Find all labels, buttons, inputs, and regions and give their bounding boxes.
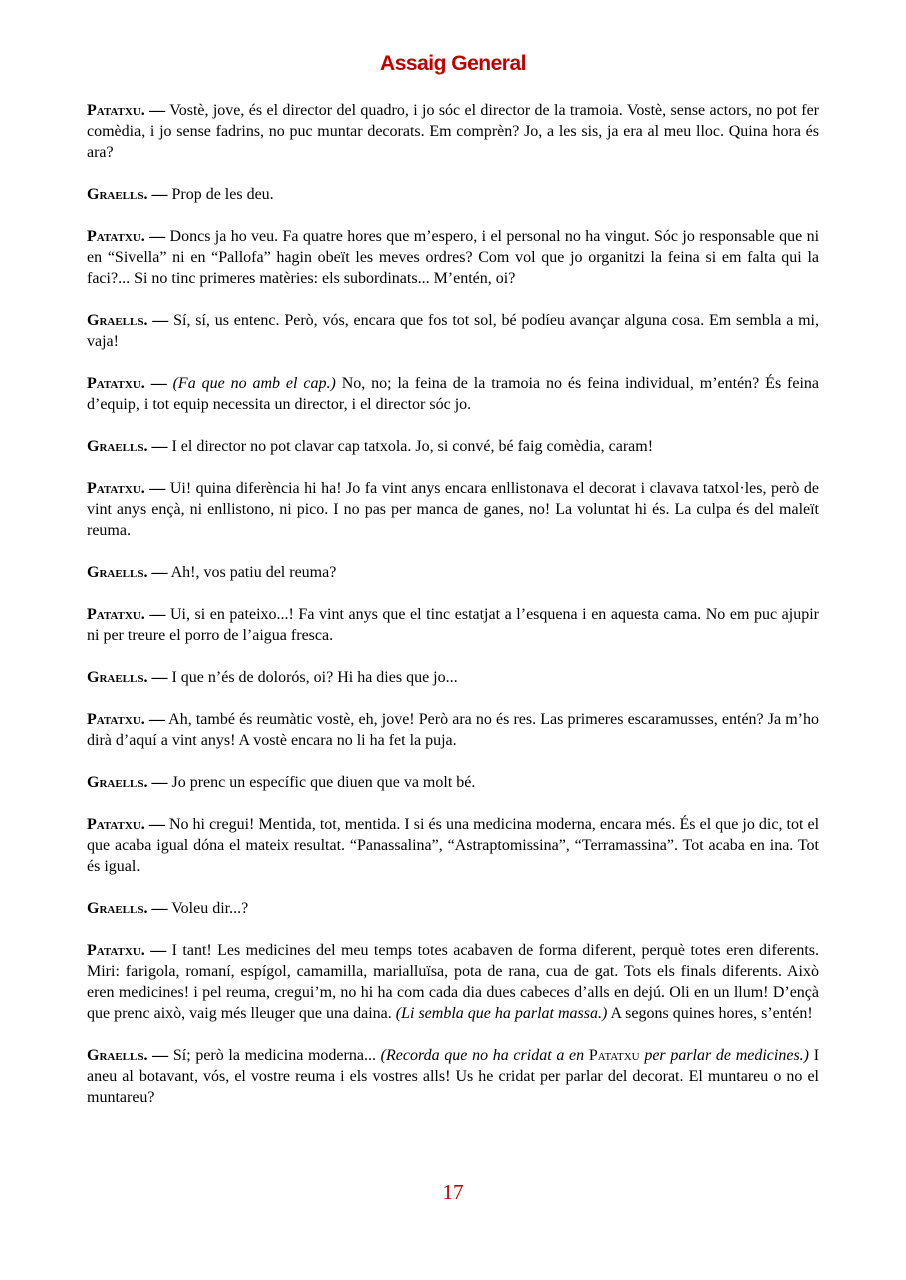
speaker-name: Patatxu. [87,606,145,623]
stage-direction-end: per parlar de medicines.) [644,1047,810,1064]
em-dash: — [149,606,166,623]
speaker-name: Patatxu. [87,480,145,497]
dialogue-line-graells [87,772,819,793]
speaker-name: Patatxu. [87,711,145,728]
line-text: No, no; la feina de la tramoia no és feina individual, m’entén? És feina d’equip, i tot equip necessita un director, i el director sóc jo. [87,375,820,413]
speaker-name: Patatxu. [87,228,145,245]
line-text: No hi cregui! Mentida, tot, mentida. I si és una medicina moderna, encara més. És el que jo dic, tot el que acaba igual dóna el mateix resultat. “Panassalina”, “Astraptomissina”, “Terramassina”. Tot acaba en ina. Tot és igual. [87,816,820,875]
line-text-after: I aneu al botavant, vós, el vostre reuma i els vostres alls! Us he cridat per parlar del decorat. El muntareu o no el muntareu? [87,1047,820,1106]
em-dash: — [151,774,168,791]
dialogue-line-patatxu [87,226,819,289]
line-text: Ah, també és reumàtic vostè, eh, jove! Però ara no és res. Las primeres escaramusses, entén? Ja m’ho dirà d’aquí a vint anys! A vostè encara no li ha fet la puja. [87,711,820,749]
page-title: Assaig General [380,52,526,75]
speaker-name: Graells. [87,669,148,686]
speaker-name: Patatxu. [87,375,145,392]
line-text: I que n’és de dolorós, oi? Hi ha dies que jo... [171,669,458,686]
line-text: Voleu dir...? [171,900,249,917]
em-dash: — [150,942,167,959]
dialogue-line-patatxu [87,814,819,877]
speaker-name: Graells. [87,564,148,581]
line-text: Jo prenc un específic que diuen que va molt bé. [171,774,476,791]
speaker-name: Patatxu. [87,942,145,959]
speaker-name: Graells. [87,774,148,791]
stage-direction-start: (Recorda que no ha cridat a en [380,1047,585,1064]
speaker-name: Patatxu. [87,102,145,119]
em-dash: — [149,228,166,245]
em-dash: — [151,186,168,203]
stage-direction: (Fa que no amb el cap.) [172,375,336,392]
line-text-after: A segons quines hores, s’entén! [610,1005,813,1022]
speaker-name: Graells. [87,186,148,203]
speaker-name: Patatxu. [87,816,145,833]
line-text: Ui! quina diferència hi ha! Jo fa vint anys encara enllistonava el decorat i clavava tatxol·les, però de vint anys ençà, ni enllistono, ni pico. I no pas per manca de ganes, no! La voluntat hi és. La culpa és del maleït reuma. [87,480,820,539]
dialogue-line-patatxu [87,940,819,1024]
em-dash: — [152,1047,169,1064]
dialogue-line-patatxu [87,373,819,415]
em-dash: — [150,375,167,392]
line-text: Sí, sí, us entenc. Però, vós, encara que fos tot sol, bé podíeu avançar alguna cosa. Em sembla a mi, vaja! [87,312,819,350]
em-dash: — [151,900,168,917]
stage-character-name: Patatxu [588,1047,640,1064]
dialogue-line-patatxu [87,604,819,646]
dialogue-line-patatxu [87,709,819,751]
dialogue-line-graells [87,667,819,688]
em-dash: — [148,711,165,728]
line-text: Vostè, jove, és el director del quadro, i jo sóc el director de la tramoia. Vostè, sense actors, no pot fer comèdia, i jo sense fadrins, no puc muntar decorats. Em comprèn? Jo, a les sis, ja era al meu lloc. Quina hora és ara? [87,102,820,161]
em-dash: — [151,438,168,455]
stage-direction [381,1047,809,1064]
line-text: Doncs ja ho veu. Fa quatre hores que m’espero, i el personal no ha vingut. Sóc jo responsable que ni en “Sivella” ni en “Pallofa” hagin obeït les meves ordres? Com vol que jo organitzi la feina si em falta qui la faci?... Si no tinc primeres matèries: els subordinats... M’entén, oi? [87,228,820,287]
dialogue-line-graells [87,1045,819,1108]
dialogue-line-graells [87,184,819,205]
em-dash: — [151,564,168,581]
dialogue-line-patatxu [87,478,819,541]
dialogue-line-graells [87,310,819,352]
line-text: Ui, si en pateixo...! Fa vint anys que el tinc estatjat a l’esquena i en aquesta cama. No em puc ajupir ni per treure el porro de l’aigua fresca. [87,606,819,644]
dialogue-line-patatxu [87,100,819,163]
dialogue-line-graells [87,436,819,457]
line-text: Sí; però la medicina moderna... [172,1047,376,1064]
dialogue-line-graells [87,898,819,919]
em-dash: — [148,816,165,833]
speaker-name: Graells. [87,438,148,455]
stage-direction: (Li sembla que ha parlat massa.) [395,1005,608,1022]
dialogue-line-graells [87,562,819,583]
em-dash: — [149,102,166,119]
speaker-name: Graells. [87,900,148,917]
speaker-name: Graells. [87,1047,148,1064]
line-text: Ah!, vos patiu del reuma? [170,564,337,581]
dialogue-body [87,100,819,1129]
line-text: I el director no pot clavar cap tatxola. Jo, si convé, bé faig comèdia, caram! [171,438,654,455]
em-dash: — [151,669,168,686]
speaker-name: Graells. [87,312,148,329]
line-text: I tant! Les medicines del meu temps totes acabaven de forma diferent, perquè totes eren diferents. Miri: farigola, romaní, espígol, camamilla, marialluïsa, pota de rana, cua de gat. Tots els finals diferents. Això eren medicines! i pel reuma, cregui’m, no hi ha com cada dia dues cabeces d’alls en dejú. Oli en un llum! D’ençà que prenc això, vaig més lleuger que una daina. [87,942,820,1022]
em-dash: — [149,480,166,497]
em-dash: — [152,312,169,329]
page-number: 17 [442,1180,464,1204]
line-text: Prop de les deu. [171,186,274,203]
